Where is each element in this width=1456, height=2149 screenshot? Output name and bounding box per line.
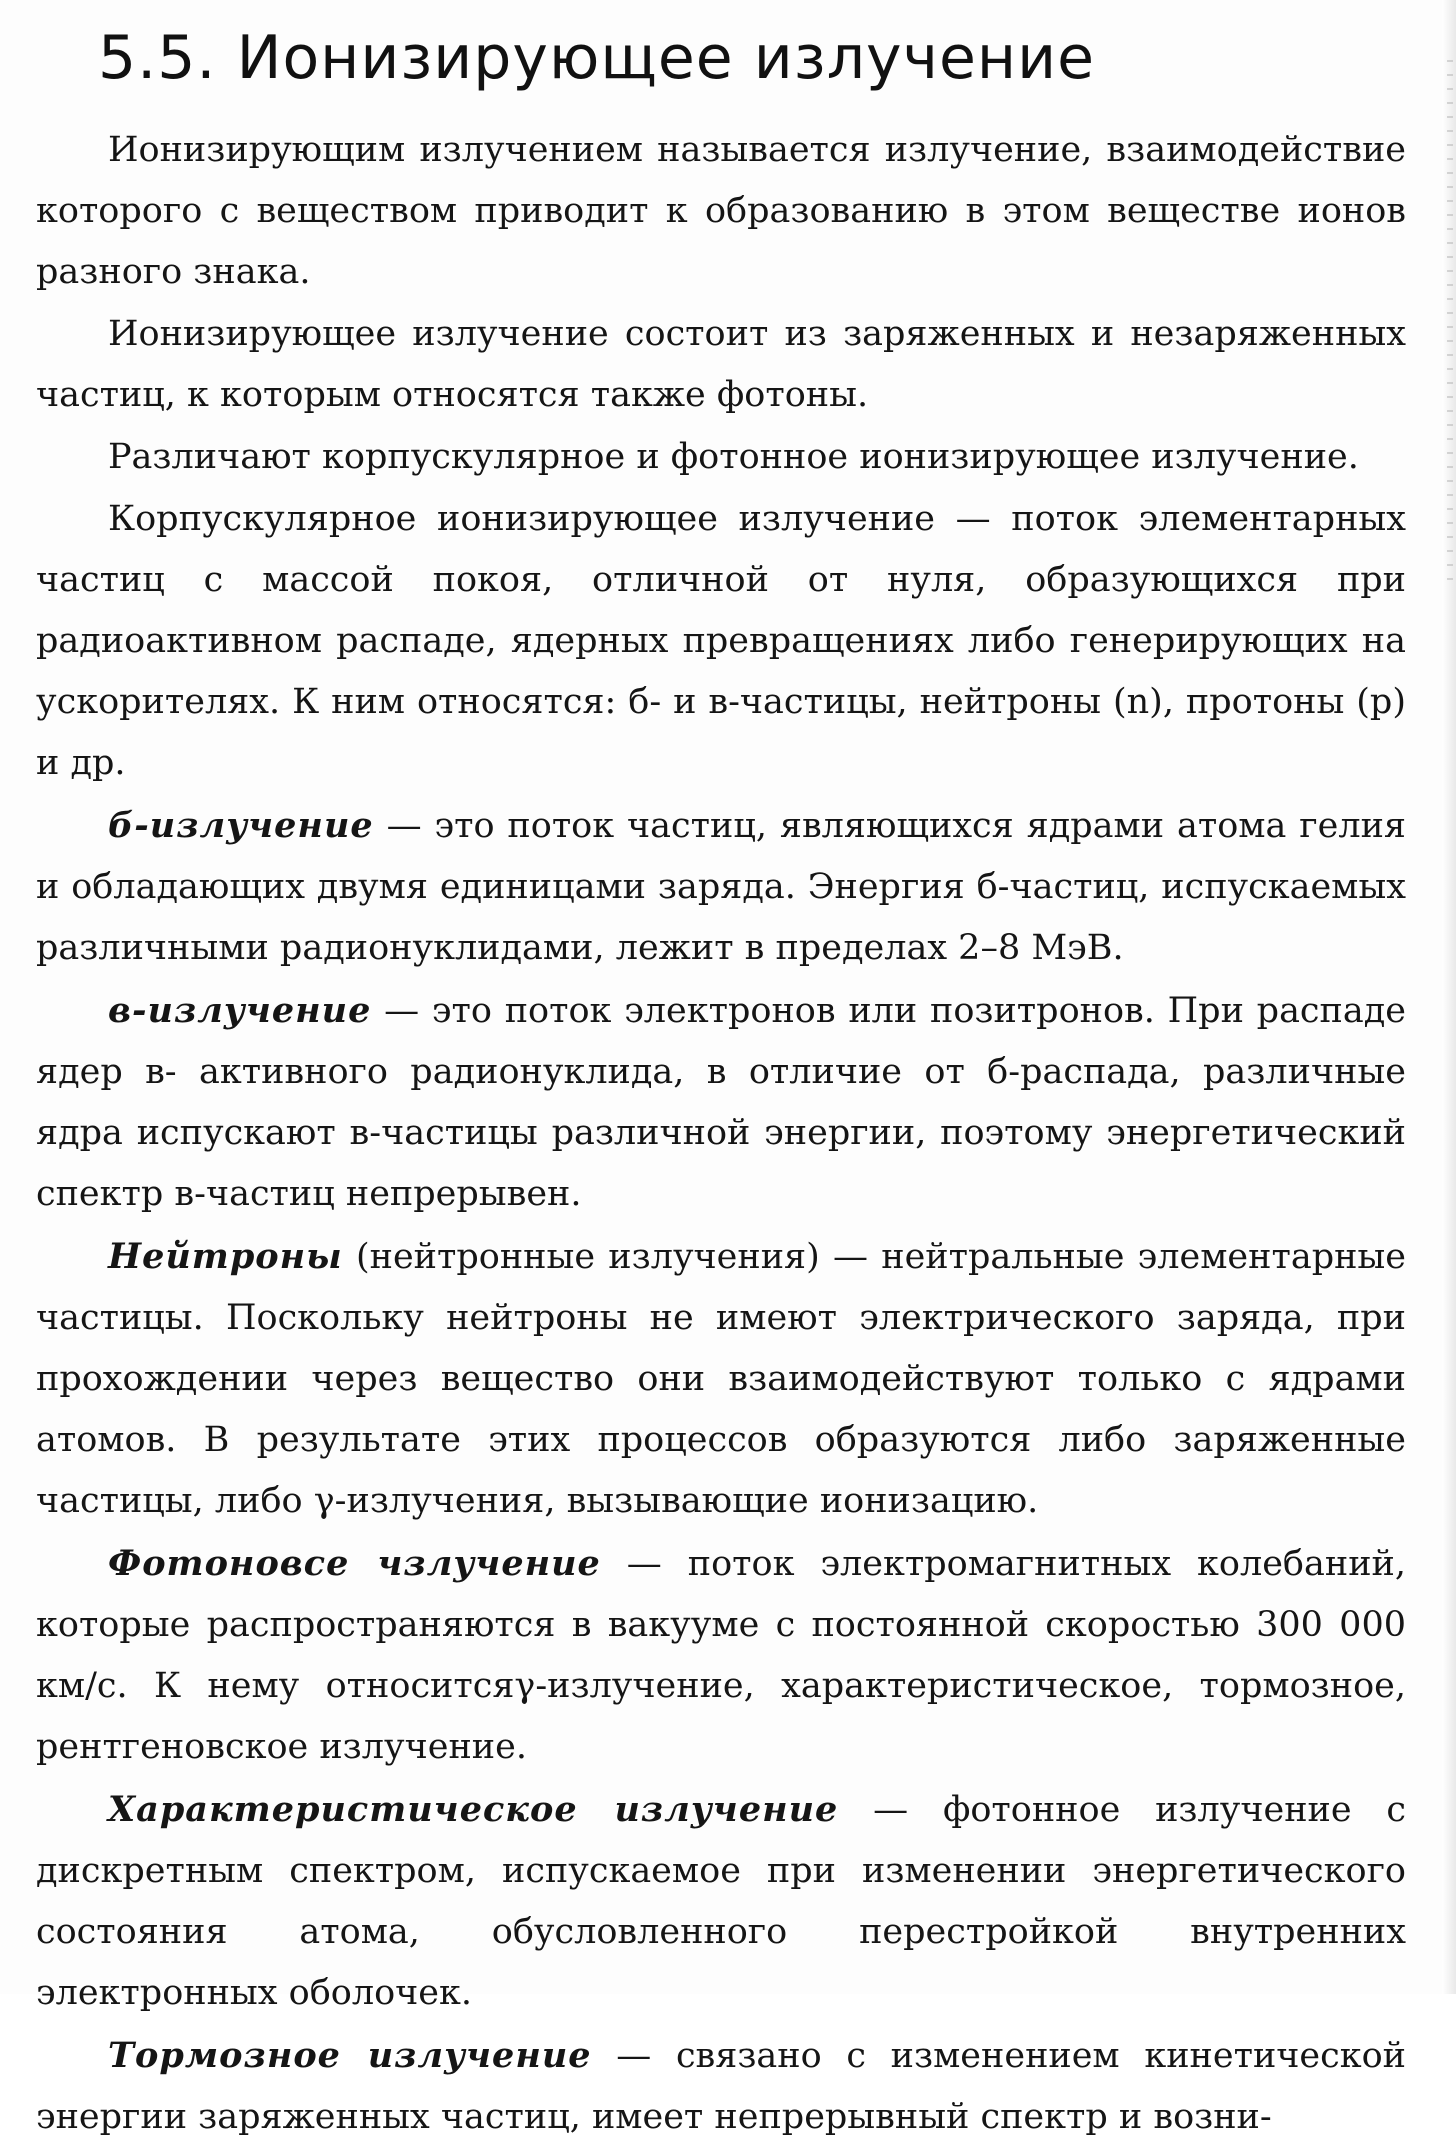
paragraph-text: — фотонное излучение с дискретным спектром, испускаемое при изменении энергетического состояния атома, обусловленного перестройкой внутренних электронных оболочек. (36, 1790, 1406, 2013)
paragraph-text: (нейтронные излучения) — нейтральные элементарные частицы. Поскольку нейтроны не имеют электрического заряда, при прохождении через вещество они взаимодействуют только с ядрами атомов. В результате этих процессов образуются либо заряженные частицы, либо γ-излучения, вызывающие ионизацию. (36, 1237, 1406, 1521)
term-characteristic: Характеристическое излучение (108, 1789, 839, 1830)
paragraph-text: — связано с изменением кинетической энергии заряженных частиц, имеет непрерывный спектр и возни- (36, 2036, 1407, 2137)
paragraph-text: — поток электромагнитных колебаний, которые распространяются в вакууме с постоянной скоростью 300 000 км/с. К нему относитсяγ-излучение, характеристическое, тормозное, рентгеновское излучение. (36, 1544, 1406, 1767)
paragraph-definition (36, 120, 1406, 303)
term-photon: Фотоновсе чзлучение (108, 1543, 601, 1584)
paragraph-neutrons (36, 1226, 1406, 1532)
paragraph-composition (36, 304, 1406, 426)
paragraph-text: Ионизирующее излучение состоит из заряженных и незаряженных частиц, к которым относятся также фотоны. (36, 314, 1406, 415)
paragraph-text: — это поток частиц, являющихся ядрами атома гелия и обладающих двумя единицами заряда. Энергия б-частиц, испускаемых различными радионуклидами, лежит в пределах 2–8 МэВ. (36, 806, 1406, 968)
paragraph-text: Корпускулярное ионизирующее излучение — поток элементарных частиц с массой покоя, отличной от нуля, образующихся при радиоактивном распаде, ядерных превращениях либо генерирующих на ускорителях. К ним относятся: б- и в-частицы, нейтроны (n), протоны (р) и др. (36, 499, 1406, 783)
section-heading: 5.5. Ионизирующее излучение (98, 23, 1096, 93)
paragraph-corpuscular (36, 489, 1406, 794)
paragraph-photon (36, 1533, 1406, 1778)
term-neutrons: Нейтроны (108, 1236, 343, 1277)
term-alpha: б-излучение (108, 805, 374, 846)
paragraph-characteristic (36, 1779, 1406, 2024)
paragraph-text: Ионизирующим излучением называется излучение, взаимодействие которого с веществом приводит к образованию в этом веществе ионов разного знака. (36, 130, 1406, 292)
section-body (36, 120, 1406, 2149)
scan-edge-marks (1447, 60, 1453, 580)
term-beta: в-излучение (108, 990, 372, 1031)
paragraph-alpha (36, 795, 1406, 979)
term-bremsstrahlung: Тормозное излучение (108, 2035, 592, 2076)
paragraph-text: Различают корпускулярное и фотонное ионизирующее излучение. (108, 437, 1359, 477)
paragraph-bremsstrahlung (36, 2025, 1406, 2148)
paragraph-beta (36, 980, 1406, 1225)
paragraph-types (36, 427, 1406, 488)
paragraph-text: — это поток электронов или позитронов. При распаде ядер в- активного радионуклида, в отличие от б-распада, различные ядра испускают в-частицы различной энергии, поэтому энергетический спектр в-частиц непрерывен. (36, 991, 1406, 1214)
